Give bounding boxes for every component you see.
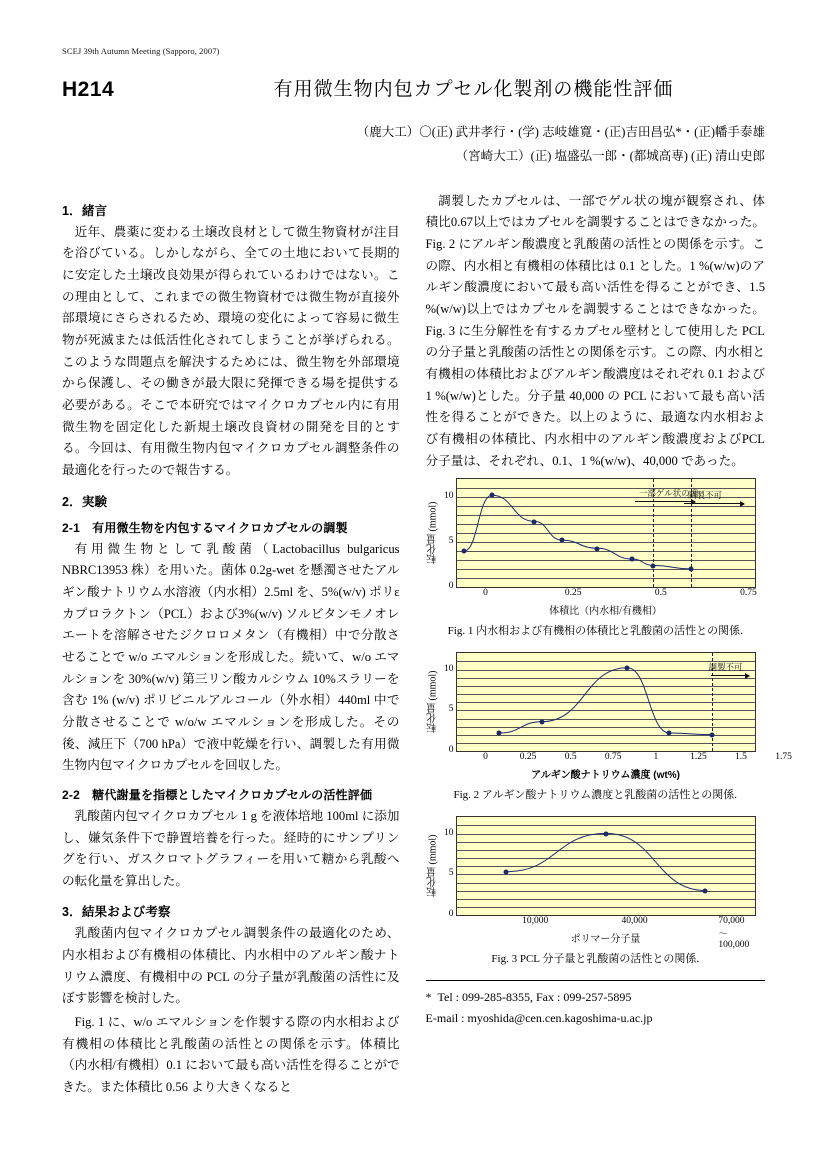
- footnote-block: [426, 987, 765, 1028]
- data-point: [497, 731, 502, 736]
- section-2-1-heading: 2-1 有用微生物を内包するマイクロカプセルの調製: [62, 520, 348, 535]
- chart-annotation: 調製不可: [687, 490, 722, 501]
- section-2-2-heading: 2-2 糖代謝量を指標としたマイクロカプセルの活性評価: [62, 787, 373, 802]
- y-tick-label: 5: [448, 868, 454, 879]
- x-tick-label: 1.5: [735, 752, 747, 763]
- data-point: [531, 519, 536, 524]
- section-2-heading: 2．実験: [62, 494, 108, 509]
- data-point: [504, 869, 509, 874]
- x-tick-label: 0.75: [740, 588, 757, 599]
- y-tick-label: 0: [448, 745, 454, 756]
- section-3-paragraph-2: Fig. 1 に、w/o エマルションを作製する際の内水相および有機相の体積比と乳酸菌の活性との関係を示す。体積比（内水相/有機相）0.1 において最も高い活性を得ることができた。また体積比 0.56 より大きくなると: [62, 1015, 400, 1095]
- x-tick-label: 0.25: [519, 752, 537, 763]
- chart-annotation: 調製不可: [708, 662, 743, 673]
- fig2-x-axis-label: アルギン酸ナトリウム濃度 (wt%): [531, 770, 680, 782]
- annotation-arrow: [635, 501, 695, 502]
- annotation-arrow: [711, 675, 749, 676]
- fig1-y-axis-label: 転化量 (mmol): [427, 502, 439, 565]
- fig1-plot-area: [456, 478, 756, 588]
- data-point: [559, 538, 564, 543]
- section-2-2-paragraph: 乳酸菌内包マイクロカプセル 1 g を液体培地 100ml に添加し、嫌気条件下で静置培養を行った。経時的にサンプリングを行い、ガスクロマトグラフィーを用いて糖から乳酸への転化量を算出した。: [62, 808, 400, 888]
- section-3-paragraph-1: 乳酸菌内包マイクロカプセル調製条件の最適化のため、内水相および有機相の体積比、内水相中のアルギン酸ナトリウム濃度、有機相中の PCL の分子量が乳酸菌の活性に及ぼす影響を検討した。: [62, 926, 400, 1006]
- data-point: [539, 719, 544, 724]
- x-tick-label: 0.5: [654, 588, 667, 599]
- section-3-heading: 3．結果および考察: [62, 905, 171, 920]
- right-column: [425, 191, 792, 1101]
- fig3-caption: Fig. 3 PCL 分子量と乳酸菌の活性との関係.: [491, 953, 700, 966]
- data-point: [689, 567, 694, 572]
- running-head: SCEJ 39th Autumn Meeting (Sapporo, 2007): [62, 46, 220, 56]
- chart-annotation: 一部ゲル状の塊: [638, 488, 699, 499]
- figure-1: [426, 478, 765, 617]
- author-block: [62, 120, 765, 169]
- data-point: [667, 731, 672, 736]
- footnote-tel: Tel : 099-285-8355, Fax : 099-257-5895: [437, 990, 632, 1005]
- paper-id: H214: [62, 78, 115, 101]
- title-block: [62, 74, 765, 102]
- fig2-x-ticks: [456, 752, 792, 765]
- data-point: [461, 549, 466, 554]
- fig2-plot-area: [456, 652, 756, 752]
- y-tick-label: 10: [444, 663, 454, 674]
- footnote-divider: [426, 980, 765, 981]
- x-tick-label: 1.25: [690, 752, 707, 763]
- footnote-email: E-mail : myoshida@cen.cen.kagoshima-u.ac.jp: [425, 1010, 653, 1025]
- figure-3: [426, 816, 765, 951]
- footnote-marker: *: [425, 990, 432, 1005]
- y-tick-label: 10: [444, 827, 454, 838]
- x-tick-label: 70,000～100,000: [718, 916, 750, 951]
- section-2-1-paragraph: 有用微生物として乳酸菌（Lactobacillus bulgaricus NBRC13953 株）を用いた。菌体 0.2g-wet を懸濁させたアルギン酸ナトリウム水溶液（内水相）2.5ml を、5%(w/v) ポリεカプロラクトン（PCL）および3%(w/v) ソルビタンモノオレエートを溶解させたジクロロメタン（有機相）中で分散させることで w/o エマルションを形成した。続いて、w/o エマルションを 30%(w/v) 第三リン酸カルシウム 10%スラリーを含む 1% (w/v) ポリビニルアルコール（外水相）440ml 中で分散させることで w/o/w エマルションを形成した。その後、減圧下（700 hPa）で液中乾燥を行い、調製した有用微生物内包マイクロカプセルを回収した。: [62, 541, 400, 773]
- fig1-caption: Fig. 1 内水相および有機相の体積比と乳酸菌の活性との関係.: [447, 625, 743, 638]
- author-line-1: （鹿大工）〇(正) 武井孝行・(学) 志岐雄寛・(正)吉田昌弘*・(正)幡手泰雄: [356, 125, 765, 139]
- x-tick-label: 1.75: [775, 752, 792, 763]
- fig3-plot-area: [456, 816, 756, 916]
- x-tick-label: 0.5: [564, 752, 577, 763]
- x-tick-label: 0: [483, 752, 488, 763]
- data-point: [489, 493, 494, 498]
- x-tick-label: 40,000: [621, 916, 648, 927]
- two-column-body: [62, 191, 792, 1101]
- data-point: [702, 888, 707, 893]
- x-tick-label: 0: [483, 588, 488, 599]
- fig3-x-axis-label: ポリマー分子量: [570, 934, 641, 946]
- figure-2: [426, 652, 792, 782]
- data-point: [603, 831, 608, 836]
- fig1-y-ticks: [440, 478, 456, 592]
- page-title: 有用微生物内包カプセル化製剤の機能性評価: [273, 79, 674, 100]
- y-tick-label: 10: [444, 491, 454, 502]
- fig2-caption: Fig. 2 アルギン酸ナトリウム濃度と乳酸菌の活性との関係.: [453, 789, 738, 802]
- x-tick-label: 0.75: [604, 752, 622, 763]
- author-line-2: （宮崎大工）(正) 塩盛弘一郎・(都城高専) (正) 清山史郎: [455, 149, 765, 164]
- section-1-paragraph: 近年、農薬に変わる土壌改良材として微生物資材が注目を浴びている。しかしながら、全ての土地において長期的に安定した土壌改良効果が得られているわけではない。この理由として、これまでの微生物資材では微生物が直接外部環境にさらされるため、環境の変化によって容易に微生物が死滅または低活性化されてしまうことが挙げられる。このような問題点を解決するためには、微生物を外部環境から保護し、その働きが最大限に発揮できる場を提供する必要がある。そこで本研究ではマイクロカプセル内に有用微生物を固定化した新規土壌改良資材の開発を目的とする。今回は、有用微生物内包マイクロカプセル調整条件の最適化を行ったので報告する。: [62, 224, 400, 477]
- left-column: [62, 191, 400, 1101]
- fig1-x-axis-label: 体積比（内水相/有機相）: [549, 606, 662, 618]
- y-tick-label: 0: [448, 581, 454, 592]
- x-tick-label: 1: [653, 752, 659, 763]
- y-tick-label: 5: [448, 536, 454, 547]
- y-tick-label: 0: [448, 909, 454, 920]
- x-tick-label: 10,000: [522, 916, 549, 927]
- fig1-x-ticks: [456, 588, 756, 601]
- annotation-arrow: [684, 503, 744, 504]
- fig3-y-ticks: [440, 816, 456, 920]
- y-tick-label: 5: [448, 704, 454, 715]
- right-column-paragraph: 調製したカプセルは、一部でゲル状の塊が観察され、体積比0.67以上ではカプセルを調製することはできなかった。Fig. 2 にアルギン酸濃度と乳酸菌の活性との関係を示す。この際、内水相と有機相の体積比は 0.1 とした。1 %(w/w)のアルギン酸濃度において最も高い活性を得ることができ、1.5 %(w/w)以上ではカプセルを調製することはできなかった。Fig. 3 に生分解性を有するカプセル壁材として使用した PCL の分子量と乳酸菌の活性との関係を示す。この際、内水相と有機相の体積比およびアルギン酸濃度はそれぞれ 0.1 および 1 %(w/w)とした。分子量 40,000 の PCL において最も高い活性を得ることができた。以上のように、最適な内水相および有機相の体積比、内水相中のアルギン酸濃度およびPCL 分子量は、それぞれ、0.1、1 %(w/w)、40,000 であった。: [425, 193, 765, 468]
- data-point: [624, 665, 629, 670]
- data-point: [594, 546, 599, 551]
- data-point: [709, 732, 714, 737]
- data-point: [650, 563, 655, 568]
- section-1-heading: 1．緒言: [62, 203, 108, 218]
- data-point: [629, 557, 634, 562]
- fig2-y-axis-label: 転化量 (mmol): [427, 671, 439, 734]
- x-tick-label: 0.25: [564, 588, 582, 599]
- fig2-y-ticks: [440, 652, 456, 756]
- fig3-y-axis-label: 転化量 (mmol): [427, 835, 439, 898]
